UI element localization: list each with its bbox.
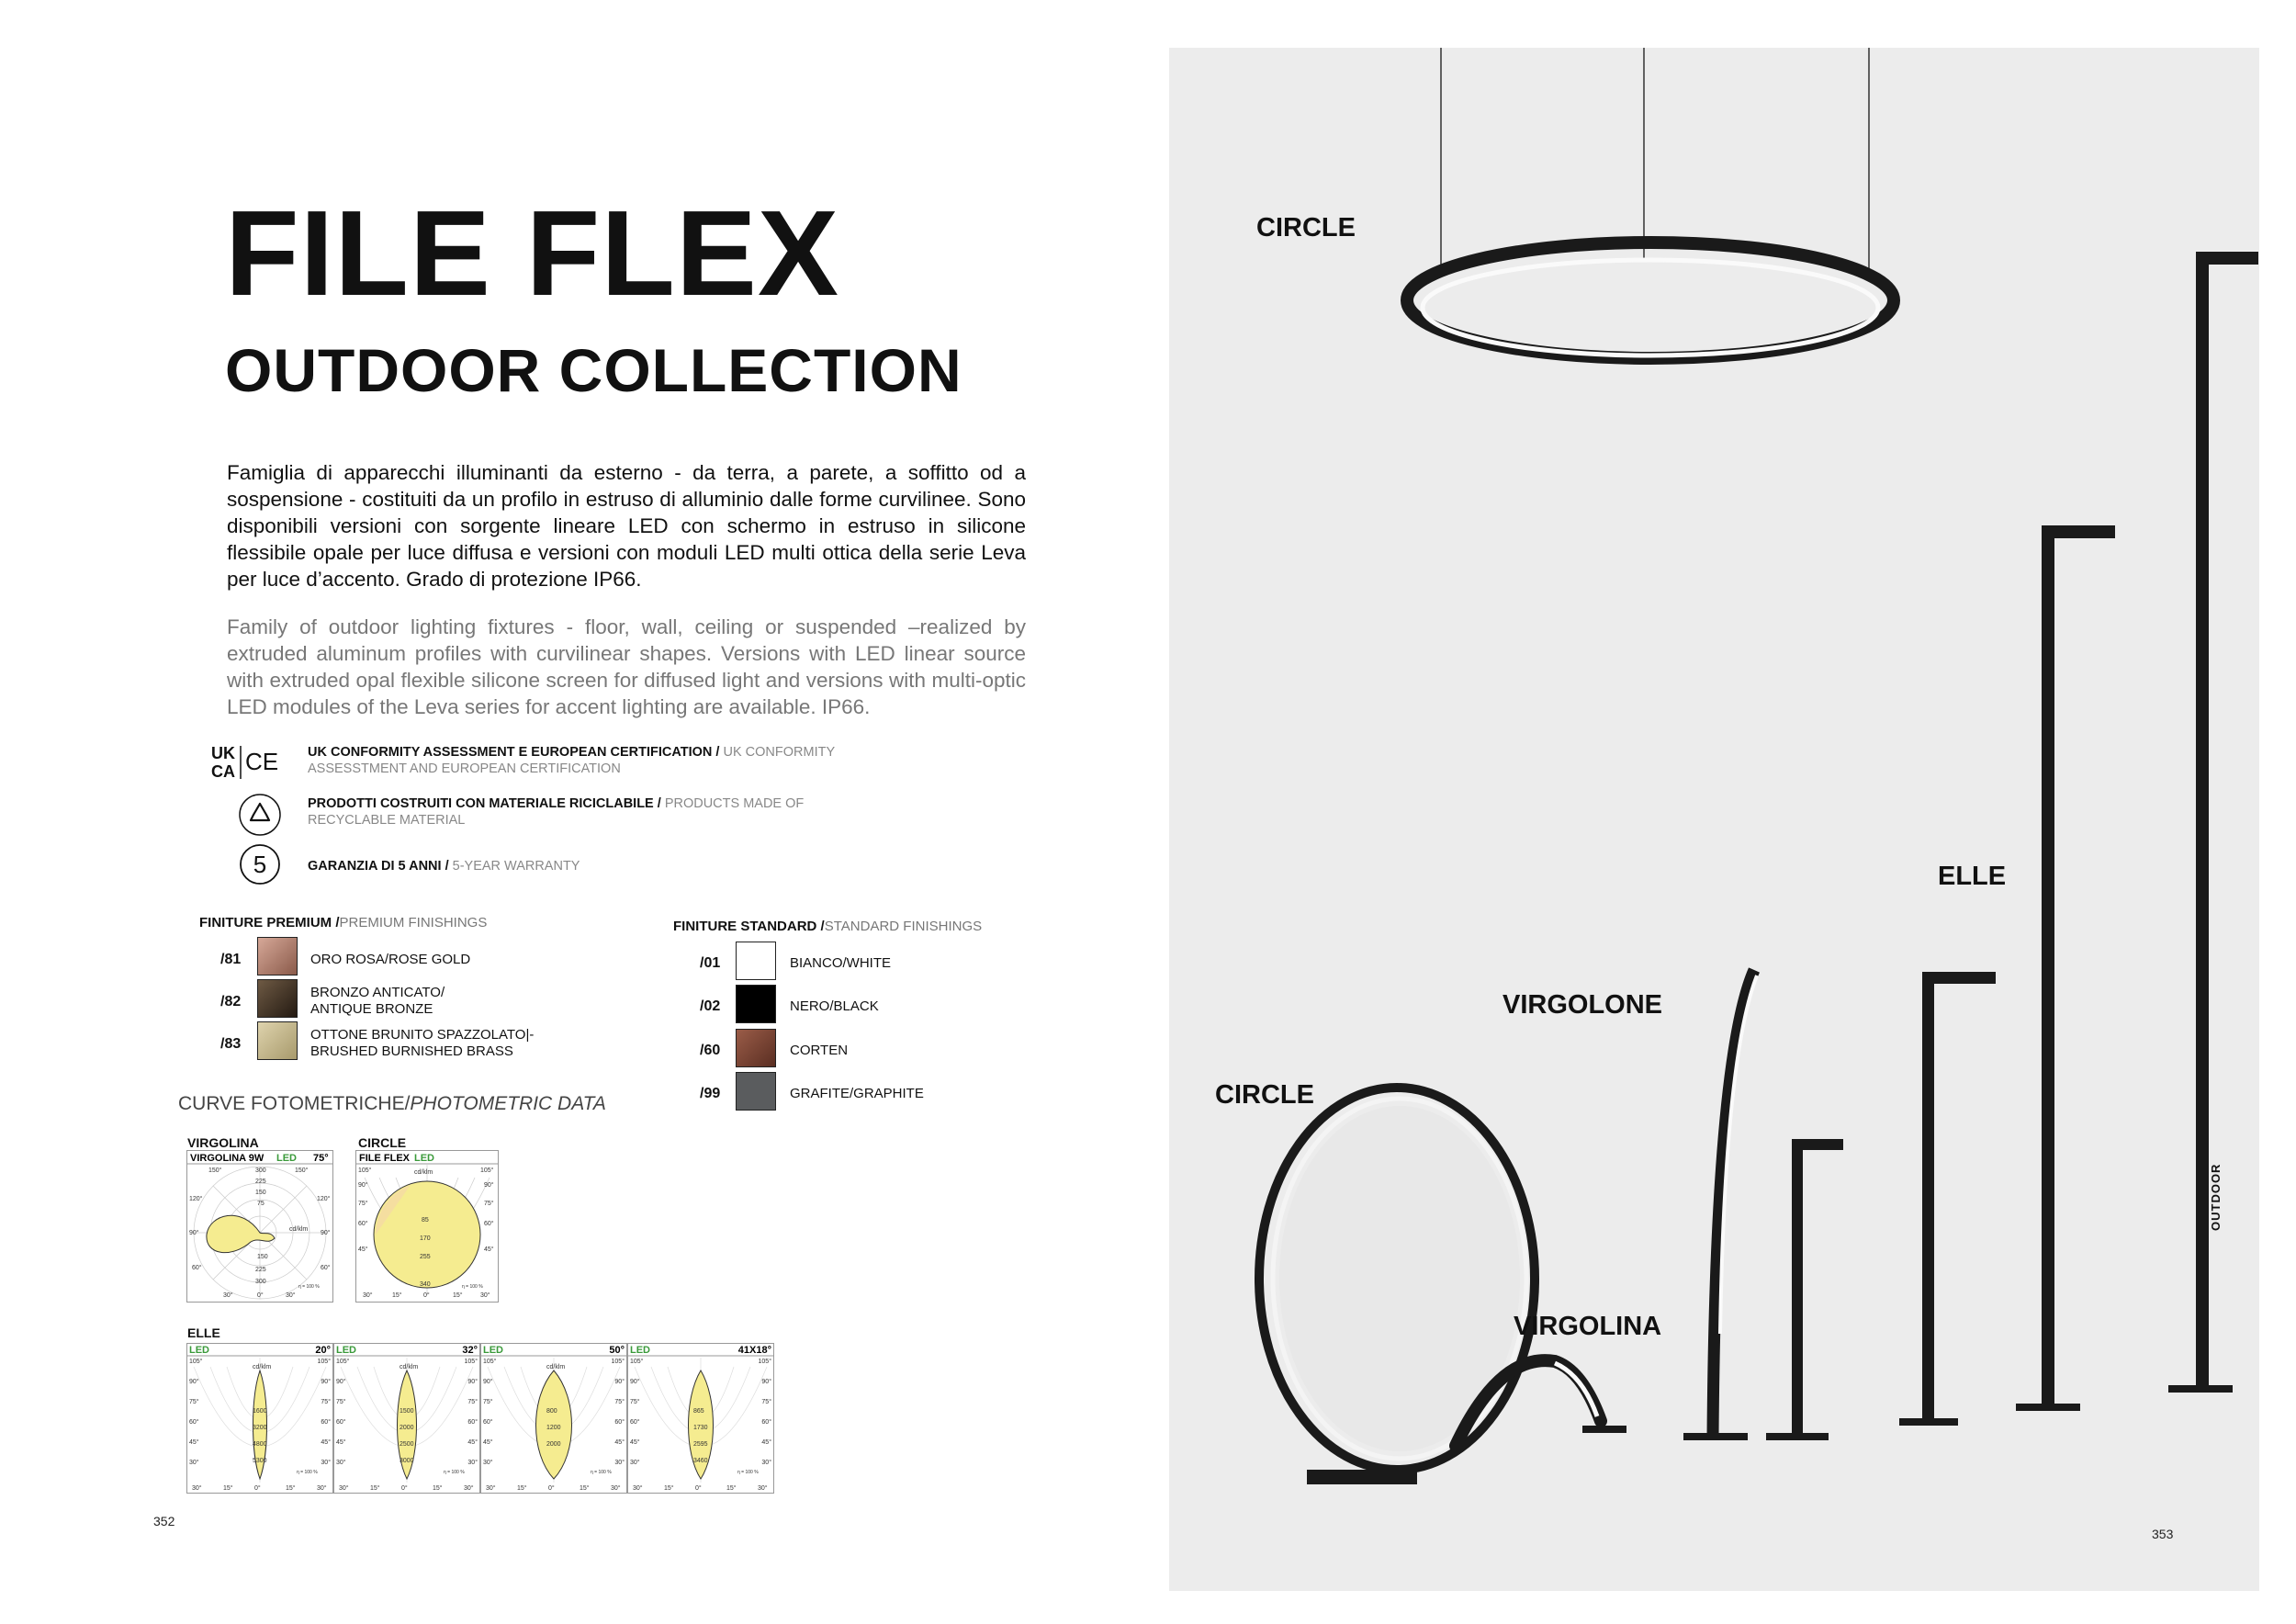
elle-chart-angle-label: 20° xyxy=(315,1345,331,1356)
elle-chart-axis-right: 30° xyxy=(467,1460,478,1466)
elle-chart-value: 800 xyxy=(546,1408,557,1415)
elle-chart-axis-left: 60° xyxy=(483,1419,493,1426)
svg-text:75: 75 xyxy=(257,1201,264,1207)
elle-chart-axis-left: 75° xyxy=(630,1399,640,1405)
svg-text:CE: CE xyxy=(245,748,279,775)
elle-chart-axis-left: 45° xyxy=(336,1439,346,1446)
elle-chart-value: 3200 xyxy=(253,1425,267,1431)
finish-swatch-antique-bronze xyxy=(257,979,298,1018)
page-number-left: 352 xyxy=(153,1514,175,1528)
svg-text:300: 300 xyxy=(255,1167,266,1174)
elle-chart-value: 2000 xyxy=(400,1425,414,1431)
elle-chart-axis-right: 105° xyxy=(758,1359,771,1365)
svg-text:340: 340 xyxy=(420,1281,431,1288)
virgolina-photometric-chart xyxy=(186,1150,333,1303)
elle-lamp-medium xyxy=(1899,972,1996,1426)
side-tag-outdoor: OUTDOOR xyxy=(2209,1163,2223,1231)
finish-code: /99 xyxy=(700,1086,721,1101)
elle-chart-value: 3460 xyxy=(693,1458,708,1464)
circle-photometric-chart xyxy=(355,1150,499,1303)
elle-chart-axis-left: 60° xyxy=(336,1419,346,1426)
cert-recycle-text: PRODOTTI COSTRUITI CON MATERIALE RICICLABILE / PRODUCTS MADE OF RECYCLABLE MATERIAL xyxy=(308,796,805,828)
chart-label-virgolina: VIRGOLINA xyxy=(187,1135,259,1150)
svg-text:30°: 30° xyxy=(363,1292,373,1299)
svg-text:60°: 60° xyxy=(321,1265,331,1271)
elle-chart-value: 3000 xyxy=(400,1458,414,1464)
elle-chart-axis-right: 45° xyxy=(467,1439,478,1446)
finish-label: BRONZO ANTICATO/ ANTIQUE BRONZE xyxy=(310,985,445,1017)
elle-chart-axis-bottom: 30° xyxy=(339,1485,349,1492)
svg-text:150: 150 xyxy=(255,1190,266,1196)
elle-chart-axis-bottom: 15° xyxy=(370,1485,380,1492)
elle-chart-led-label: LED xyxy=(336,1345,356,1356)
product-label-virgolone: VIRGOLONE xyxy=(1503,990,1663,1020)
elle-chart-axis-left: 90° xyxy=(483,1379,493,1385)
elle-chart-axis-bottom: 15° xyxy=(726,1485,737,1492)
page-subtitle: OUTDOOR COLLECTION xyxy=(225,336,962,404)
svg-text:255: 255 xyxy=(420,1254,431,1260)
elle-lamp-small xyxy=(1766,1139,1843,1440)
product-label-elle: ELLE xyxy=(1938,862,2007,891)
elle-chart-axis-bottom: 30° xyxy=(611,1485,621,1492)
elle-chart-axis-left: 45° xyxy=(483,1439,493,1446)
elle-photometric-charts xyxy=(186,1343,774,1494)
elle-chart-axis-right: 75° xyxy=(467,1399,478,1405)
product-illustration xyxy=(1169,48,2259,1591)
svg-text:150: 150 xyxy=(257,1254,268,1260)
svg-text:5: 5 xyxy=(253,851,267,878)
elle-chart-axis-left: 30° xyxy=(630,1460,640,1466)
elle-chart-axis-right: 60° xyxy=(614,1419,625,1426)
elle-chart-axis-right: 90° xyxy=(467,1379,478,1385)
chart-label-elle: ELLE xyxy=(187,1325,220,1340)
warranty-5-icon xyxy=(237,841,283,887)
photometric-heading: CURVE FOTOMETRICHE/PHOTOMETRIC DATA xyxy=(178,1093,606,1114)
circle-suspended-lamp xyxy=(1407,242,1894,358)
elle-chart-axis-bottom: 30° xyxy=(317,1485,327,1492)
recycle-icon xyxy=(237,792,283,838)
elle-chart-value: 2595 xyxy=(693,1441,708,1448)
finish-label: NERO/BLACK xyxy=(790,998,879,1014)
svg-text:90°: 90° xyxy=(358,1182,368,1189)
svg-text:105°: 105° xyxy=(358,1167,372,1174)
elle-chart-axis-left: 45° xyxy=(630,1439,640,1446)
elle-chart-led-label: LED xyxy=(630,1345,650,1356)
elle-chart-axis-right: 30° xyxy=(614,1460,625,1466)
finish-label: GRAFITE/GRAPHITE xyxy=(790,1086,924,1101)
elle-chart-value: 2500 xyxy=(400,1441,414,1448)
elle-chart-axis-left: 105° xyxy=(189,1359,203,1365)
elle-chart-axis-bottom: 15° xyxy=(286,1485,296,1492)
elle-chart-unit: cd/klm xyxy=(253,1364,272,1370)
elle-chart-axis-left: 105° xyxy=(483,1359,497,1365)
svg-text:85: 85 xyxy=(422,1217,429,1224)
elle-chart-axis-bottom: 15° xyxy=(517,1485,527,1492)
elle-chart-axis-right: 60° xyxy=(321,1419,331,1426)
elle-chart-axis-left: 60° xyxy=(189,1419,199,1426)
elle-chart-axis-bottom: 0° xyxy=(254,1485,261,1492)
elle-chart-axis-right: 105° xyxy=(317,1359,331,1365)
elle-chart-value: 5300 xyxy=(253,1458,267,1464)
product-label-circle-bottom: CIRCLE xyxy=(1215,1080,1314,1110)
finish-label: BIANCO/WHITE xyxy=(790,955,892,971)
elle-chart-axis-right: 60° xyxy=(467,1419,478,1426)
elle-chart-axis-bottom: 0° xyxy=(401,1485,408,1492)
svg-text:60°: 60° xyxy=(192,1265,202,1271)
elle-chart-axis-left: 60° xyxy=(630,1419,640,1426)
virgolone-lamp xyxy=(1683,970,1757,1440)
elle-chart-axis-right: 60° xyxy=(761,1419,771,1426)
elle-chart-axis-right: 45° xyxy=(321,1439,331,1446)
elle-chart-eta: η = 100 % xyxy=(591,1470,612,1475)
svg-text:cd/klm: cd/klm xyxy=(414,1169,433,1176)
elle-chart-angle-label: 41X18° xyxy=(737,1345,771,1356)
svg-text:105°: 105° xyxy=(480,1167,494,1174)
elle-chart-value: 1730 xyxy=(693,1425,708,1431)
finish-code: /60 xyxy=(700,1043,721,1058)
elle-chart-axis-right: 30° xyxy=(761,1460,771,1466)
elle-chart-axis-left: 105° xyxy=(630,1359,644,1365)
svg-text:0°: 0° xyxy=(423,1292,430,1299)
elle-chart-axis-bottom: 0° xyxy=(548,1485,555,1492)
finish-code: /82 xyxy=(220,994,242,1009)
svg-text:UK: UK xyxy=(211,744,235,762)
elle-chart-value: 1600 xyxy=(253,1408,267,1415)
elle-chart-angle-label: 50° xyxy=(609,1345,625,1356)
svg-text:60°: 60° xyxy=(484,1221,494,1227)
elle-chart-axis-bottom: 0° xyxy=(695,1485,702,1492)
elle-chart-unit: cd/klm xyxy=(400,1364,419,1370)
elle-chart-axis-bottom: 30° xyxy=(192,1485,202,1492)
elle-chart-axis-bottom: 15° xyxy=(664,1485,674,1492)
svg-text:LED: LED xyxy=(414,1153,434,1164)
elle-chart-axis-right: 90° xyxy=(761,1379,771,1385)
svg-text:cd/klm: cd/klm xyxy=(289,1226,309,1233)
circle-floor-lamp xyxy=(1259,1088,1535,1484)
elle-chart-axis-right: 105° xyxy=(464,1359,478,1365)
elle-chart-value: 1500 xyxy=(400,1408,414,1415)
svg-text:300: 300 xyxy=(255,1279,266,1285)
elle-chart-axis-right: 30° xyxy=(321,1460,331,1466)
elle-chart-axis-bottom: 30° xyxy=(758,1485,768,1492)
elle-chart-axis-right: 90° xyxy=(614,1379,625,1385)
cert-ukca-text: UK CONFORMITY ASSESSMENT E EUROPEAN CERTIFICATION / UK CONFORMITY ASSESSTMENT AND EUROPEAN CERTIFICATION xyxy=(308,745,835,776)
standard-finishes-heading: FINITURE STANDARD /STANDARD FINISHINGS xyxy=(673,919,983,934)
svg-text:75°: 75° xyxy=(484,1201,494,1207)
svg-text:225: 225 xyxy=(255,1179,266,1185)
elle-chart-axis-left: 30° xyxy=(189,1460,199,1466)
finish-swatch-burnished-brass xyxy=(257,1021,298,1060)
elle-chart-axis-right: 45° xyxy=(614,1439,625,1446)
elle-chart-axis-bottom: 30° xyxy=(464,1485,474,1492)
finish-swatch-graphite xyxy=(736,1072,776,1111)
elle-chart-axis-right: 75° xyxy=(614,1399,625,1405)
product-label-virgolina: VIRGOLINA xyxy=(1514,1312,1662,1341)
elle-chart-value: 4800 xyxy=(253,1441,267,1448)
svg-text:30°: 30° xyxy=(286,1292,296,1299)
elle-chart-axis-bottom: 15° xyxy=(580,1485,590,1492)
page-title: FILE FLEX xyxy=(225,186,839,321)
elle-chart-axis-left: 75° xyxy=(483,1399,493,1405)
svg-text:0°: 0° xyxy=(257,1292,264,1299)
svg-text:150°: 150° xyxy=(208,1167,222,1174)
elle-chart-eta: η = 100 % xyxy=(297,1470,318,1475)
elle-chart-4 xyxy=(627,1344,774,1494)
elle-chart-axis-right: 75° xyxy=(321,1399,331,1405)
svg-text:FILE FLEX: FILE FLEX xyxy=(359,1153,410,1164)
svg-text:225: 225 xyxy=(255,1267,266,1273)
elle-chart-eta: η = 100 % xyxy=(444,1470,465,1475)
elle-chart-axis-left: 30° xyxy=(336,1460,346,1466)
description-italian: Famiglia di apparecchi illuminanti da esterno - da terra, a parete, a soffitto od a sospensione - costituiti da un profilo in estruso di alluminio dalle forme curvilinee. Sono disponibili versioni con sorgente lineare LED con schermo in estruso in silicone flessibile opale per luce diffusa e versioni con moduli LED multi ottica della serie Leva per luce d’accento. Grado di protezione IP66. xyxy=(227,461,1026,591)
finish-code: /81 xyxy=(220,952,242,967)
svg-text:75°: 75° xyxy=(358,1201,368,1207)
elle-chart-value: 1200 xyxy=(546,1425,561,1431)
elle-chart-axis-left: 30° xyxy=(483,1460,493,1466)
finish-code: /02 xyxy=(700,998,721,1014)
finish-label: CORTEN xyxy=(790,1043,849,1058)
svg-text:VIRGOLINA 9W: VIRGOLINA 9W xyxy=(190,1153,264,1164)
elle-chart-axis-left: 105° xyxy=(336,1359,350,1365)
elle-chart-axis-bottom: 30° xyxy=(633,1485,643,1492)
svg-text:15°: 15° xyxy=(453,1292,463,1299)
svg-text:90°: 90° xyxy=(189,1230,199,1236)
finish-swatch-white xyxy=(736,942,776,980)
elle-chart-value: 2000 xyxy=(546,1441,561,1448)
elle-chart-axis-left: 75° xyxy=(336,1399,346,1405)
finish-swatch-rose-gold xyxy=(257,937,298,976)
svg-text:η = 100 %: η = 100 % xyxy=(462,1284,483,1290)
elle-chart-angle-label: 32° xyxy=(462,1345,478,1356)
elle-chart-axis-left: 90° xyxy=(189,1379,199,1385)
elle-chart-axis-bottom: 30° xyxy=(486,1485,496,1492)
elle-chart-axis-right: 75° xyxy=(761,1399,771,1405)
finish-code: /01 xyxy=(700,955,721,971)
elle-chart-axis-left: 45° xyxy=(189,1439,199,1446)
svg-text:75°: 75° xyxy=(313,1153,329,1164)
elle-chart-axis-right: 45° xyxy=(761,1439,771,1446)
premium-finishes-heading: FINITURE PREMIUM /PREMIUM FINISHINGS xyxy=(199,915,488,930)
finish-swatch-black xyxy=(736,985,776,1023)
svg-text:45°: 45° xyxy=(484,1246,494,1253)
elle-chart-1 xyxy=(186,1344,333,1494)
svg-text:30°: 30° xyxy=(223,1292,233,1299)
elle-chart-2 xyxy=(333,1344,480,1494)
product-label-circle-top: CIRCLE xyxy=(1256,213,1356,242)
chart-label-circle: CIRCLE xyxy=(358,1135,407,1150)
product-photo-panel xyxy=(1169,48,2259,1591)
finish-label: OTTONE BRUNITO SPAZZOLATO|- BRUSHED BURNISHED BRASS xyxy=(310,1027,535,1059)
elle-chart-axis-bottom: 15° xyxy=(433,1485,443,1492)
svg-text:120°: 120° xyxy=(189,1196,203,1202)
svg-text:15°: 15° xyxy=(392,1292,402,1299)
elle-chart-axis-right: 105° xyxy=(611,1359,625,1365)
svg-text:170: 170 xyxy=(420,1235,431,1242)
elle-chart-eta: η = 100 % xyxy=(737,1470,759,1475)
svg-text:30°: 30° xyxy=(480,1292,490,1299)
elle-chart-axis-left: 90° xyxy=(336,1379,346,1385)
finish-swatch-corten xyxy=(736,1029,776,1067)
elle-chart-unit: cd/klm xyxy=(546,1364,566,1370)
elle-chart-led-label: LED xyxy=(483,1345,503,1356)
svg-text:60°: 60° xyxy=(358,1221,368,1227)
elle-chart-axis-left: 90° xyxy=(630,1379,640,1385)
svg-text:45°: 45° xyxy=(358,1246,368,1253)
elle-chart-axis-left: 75° xyxy=(189,1399,199,1405)
description-english: Family of outdoor lighting fixtures - floor, wall, ceiling or suspended –realized by extruded aluminum profiles with curvilinear shapes. Versions with LED linear source with extruded opal flexible silicone screen for diffused light and versions with multi-optic LED modules of the Leva series for accent lighting are available. IP66. xyxy=(227,615,1026,718)
svg-text:90°: 90° xyxy=(321,1230,331,1236)
page-number-right: 353 xyxy=(2152,1527,2174,1541)
ukca-ce-icon xyxy=(209,739,281,784)
elle-chart-led-label: LED xyxy=(189,1345,209,1356)
finish-label: ORO ROSA/ROSE GOLD xyxy=(310,952,471,967)
cert-warranty-text: GARANZIA DI 5 ANNI / 5-YEAR WARRANTY xyxy=(308,859,580,874)
finish-code: /83 xyxy=(220,1036,242,1052)
elle-chart-3 xyxy=(480,1344,627,1494)
svg-text:η = 100 %: η = 100 % xyxy=(298,1284,320,1290)
svg-text:150°: 150° xyxy=(295,1167,309,1174)
elle-chart-value: 865 xyxy=(693,1408,704,1415)
elle-chart-axis-bottom: 15° xyxy=(223,1485,233,1492)
elle-chart-axis-right: 90° xyxy=(321,1379,331,1385)
svg-text:90°: 90° xyxy=(484,1182,494,1189)
svg-text:LED: LED xyxy=(276,1153,297,1164)
svg-text:CA: CA xyxy=(211,762,235,781)
svg-text:120°: 120° xyxy=(317,1196,331,1202)
elle-lamp-tall xyxy=(2016,525,2115,1411)
